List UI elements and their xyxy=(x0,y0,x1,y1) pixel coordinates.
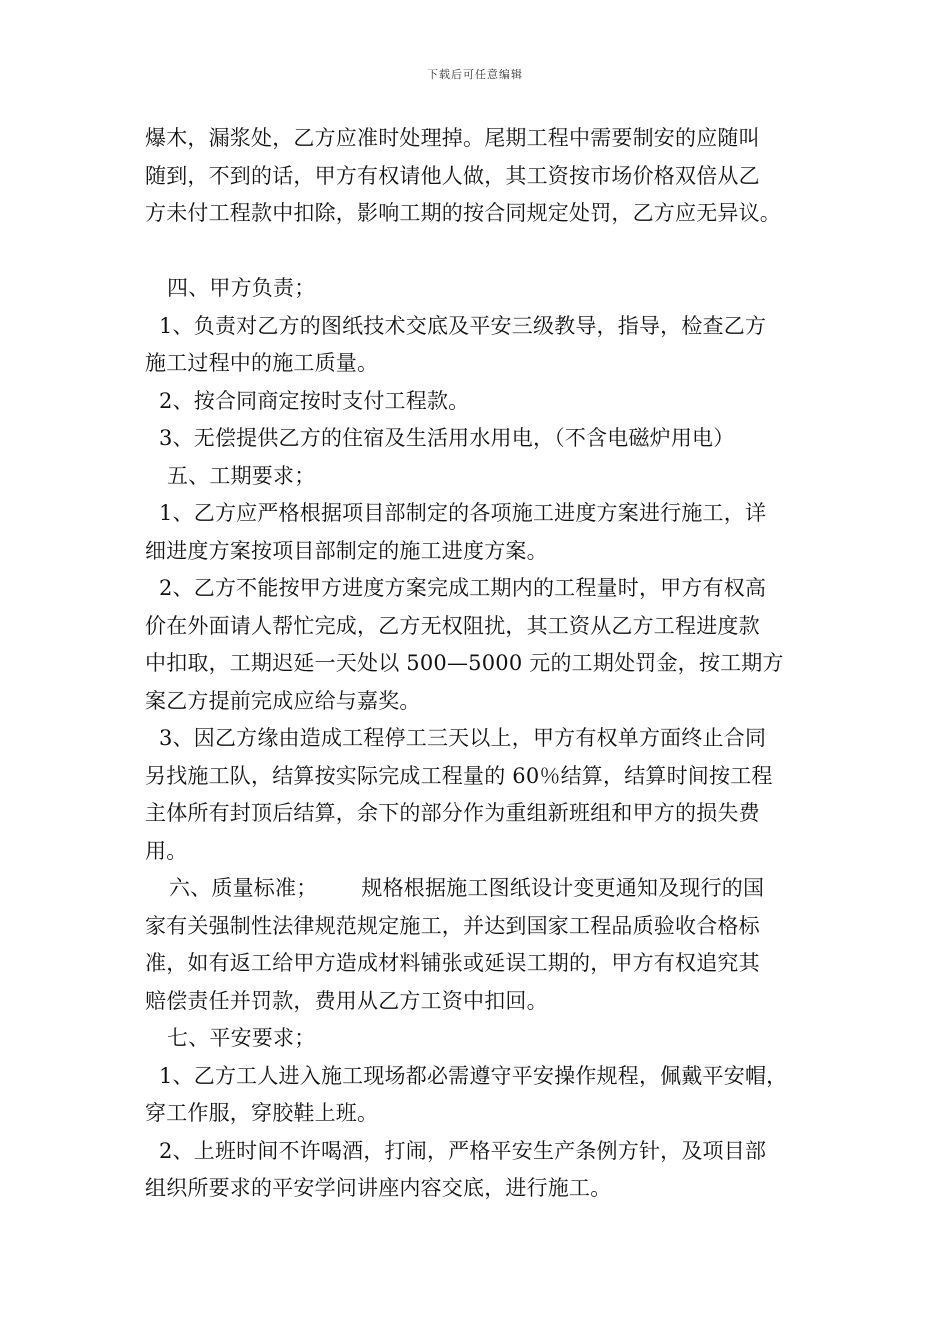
text-line: 细进度方案按项目部制定的施工进度方案。 xyxy=(145,538,548,563)
text-line: 1、乙方应严格根据项目部制定的各项施工进度方案进行施工，详 xyxy=(159,501,767,525)
section-heading-6-text: 规格根据施工图纸设计变更通知及现行的国 xyxy=(361,876,765,900)
text-line: 主体所有封顶后结算，余下的部分作为重组新班组和甲方的损失费 xyxy=(145,801,760,825)
section-heading-7: 七、平安要求； xyxy=(167,1026,316,1050)
text-line: 1、负责对乙方的图纸技术交底及平安三级教导，指导，检查乙方 xyxy=(159,313,767,338)
text-line: 组织所要求的平安学问讲座内容交底，进行施工。 xyxy=(145,1176,612,1200)
text-line: 另找施工队，结算按实际完成工程量的 60％结算，结算时间按工程 xyxy=(145,763,773,788)
document-body xyxy=(145,120,835,1208)
paragraph-gap xyxy=(145,233,835,271)
section-heading-5: 五、工期要求； xyxy=(167,463,316,488)
section-heading-6-title: 六、质量标准； xyxy=(169,876,318,900)
text-line: 爆木，漏浆处，乙方应准时处理掉。尾期工程中需要制安的应随叫 xyxy=(145,126,760,150)
text-line: 穿工作服，穿胶鞋上班。 xyxy=(145,1101,379,1125)
text-line: 施工过程中的施工质量。 xyxy=(145,351,379,375)
text-line: 2、上班时间不许喝酒，打闹，严格平安生产条例方针，及项目部 xyxy=(159,1138,767,1163)
text-line: 用。 xyxy=(145,838,188,863)
page-header: 下载后可任意编辑 xyxy=(427,68,523,81)
text-line: 方未付工程款中扣除，影响工期的按合同规定处罚，乙方应无异议。 xyxy=(145,201,781,225)
text-line: 3、因乙方缘由造成工程停工三天以上，甲方有权单方面终止合同 xyxy=(159,726,767,750)
text-line: 1、乙方工人进入施工现场都必需遵守平安操作规程，佩戴平安帽， xyxy=(159,1063,788,1088)
text-line: 价在外面请人帮忙完成，乙方无权阻扰，其工资从乙方工程进度款 xyxy=(145,613,760,638)
text-line: 案乙方提前完成应给与嘉奖。 xyxy=(145,688,421,713)
text-line: 随到，不到的话，甲方有权请他人做，其工资按市场价格双倍从乙 xyxy=(145,163,760,188)
text-line: 赔偿责任并罚款，费用从乙方工资中扣回。 xyxy=(145,988,548,1013)
text-line: 2、按合同商定按时支付工程款。 xyxy=(159,388,470,413)
text-line: 3、无偿提供乙方的住宿及生活用水用电，（不含电磁炉用电） xyxy=(159,426,735,450)
section-heading-6 xyxy=(145,870,835,908)
section-heading-4: 四、甲方负责； xyxy=(167,276,316,300)
text-line: 准，如有返工给甲方造成材料铺张或延误工期的，甲方有权追究其 xyxy=(145,951,760,975)
text-line: 2、乙方不能按甲方进度方案完成工期内的工程量时，甲方有权高 xyxy=(159,576,767,600)
text-line: 中扣取，工期迟延一天处以 500—5000 元的工期处罚金，按工期方 xyxy=(145,651,784,675)
text-line: 家有关强制性法律规范规定施工，并达到国家工程品质验收合格标 xyxy=(145,913,760,938)
